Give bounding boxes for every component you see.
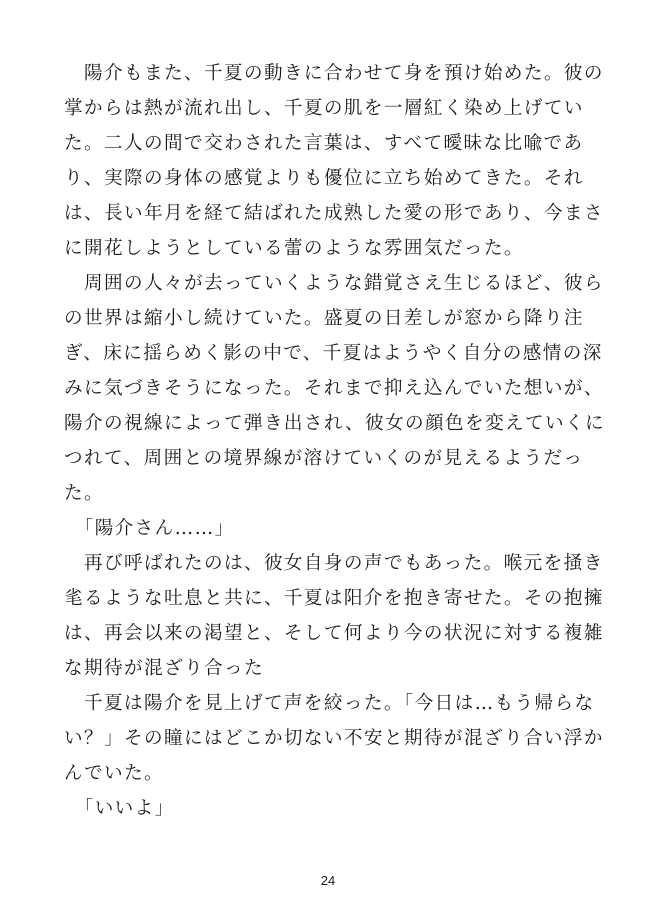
text-line: は、長い年月を経て結ばれた成熟した愛の形であり、今まさ (64, 203, 604, 224)
text-line: に開花しようとしている蕾のような雰囲気だった。 (64, 238, 524, 259)
text-line: 千夏は陽介を見上げて声を絞った。「今日は…もう帰らな (64, 693, 595, 714)
text-line: 周囲の人々が去っていくような錯覚さえ生じるほど、彼ら (64, 273, 604, 294)
text-line: 掌からは熱が流れ出し、千夏の肌を一層紅く染め上げてい (64, 98, 584, 119)
text-line: ぎ、床に揺らめく影の中で、千夏はようやく自分の感情の深 (64, 343, 603, 364)
page-number: 24 (320, 873, 336, 888)
text-line: みに気づきそうになった。それまで抑え込んでいた想いが、 (64, 378, 604, 399)
body-text (64, 56, 604, 826)
text-line: つれて、周囲との境界線が溶けていくのが見えるようだっ (64, 448, 584, 469)
text-line: 陽介の視線によって弾き出され、彼女の顔色を変えていくに (64, 413, 605, 434)
text-line: な期待が混ざり合った (64, 658, 264, 679)
text-line: 再び呼ばれたのは、彼女自身の声でもあった。喉元を掻き (64, 553, 604, 574)
dialogue-line: 「いいよ」 (64, 798, 175, 819)
text-line: は、再会以来の渇望と、そして何より今の状況に対する複雑 (64, 623, 604, 644)
text-line: た。 (64, 483, 104, 504)
dialogue-line: 「陽介さん……」 (64, 518, 235, 539)
text-line: い？」その瞳にはどこか切ない不安と期待が混ざり合い浮か (64, 728, 604, 749)
text-line: り、実際の身体の感覚よりも優位に立ち始めてきた。それ (64, 168, 584, 189)
text-line: んでいた。 (64, 763, 164, 784)
text-line: た。二人の間で交わされた言葉は、すべて曖昧な比喩であ (64, 133, 584, 154)
text-line: 毟るような吐息と共に、千夏は阳介を抱き寄せた。その抱擁 (64, 588, 604, 609)
text-line: 陽介もまた、千夏の動きに合わせて身を預け始めた。彼の (64, 63, 604, 84)
text-line: の世界は縮小し続けていた。盛夏の日差しが窓から降り注 (64, 308, 584, 329)
